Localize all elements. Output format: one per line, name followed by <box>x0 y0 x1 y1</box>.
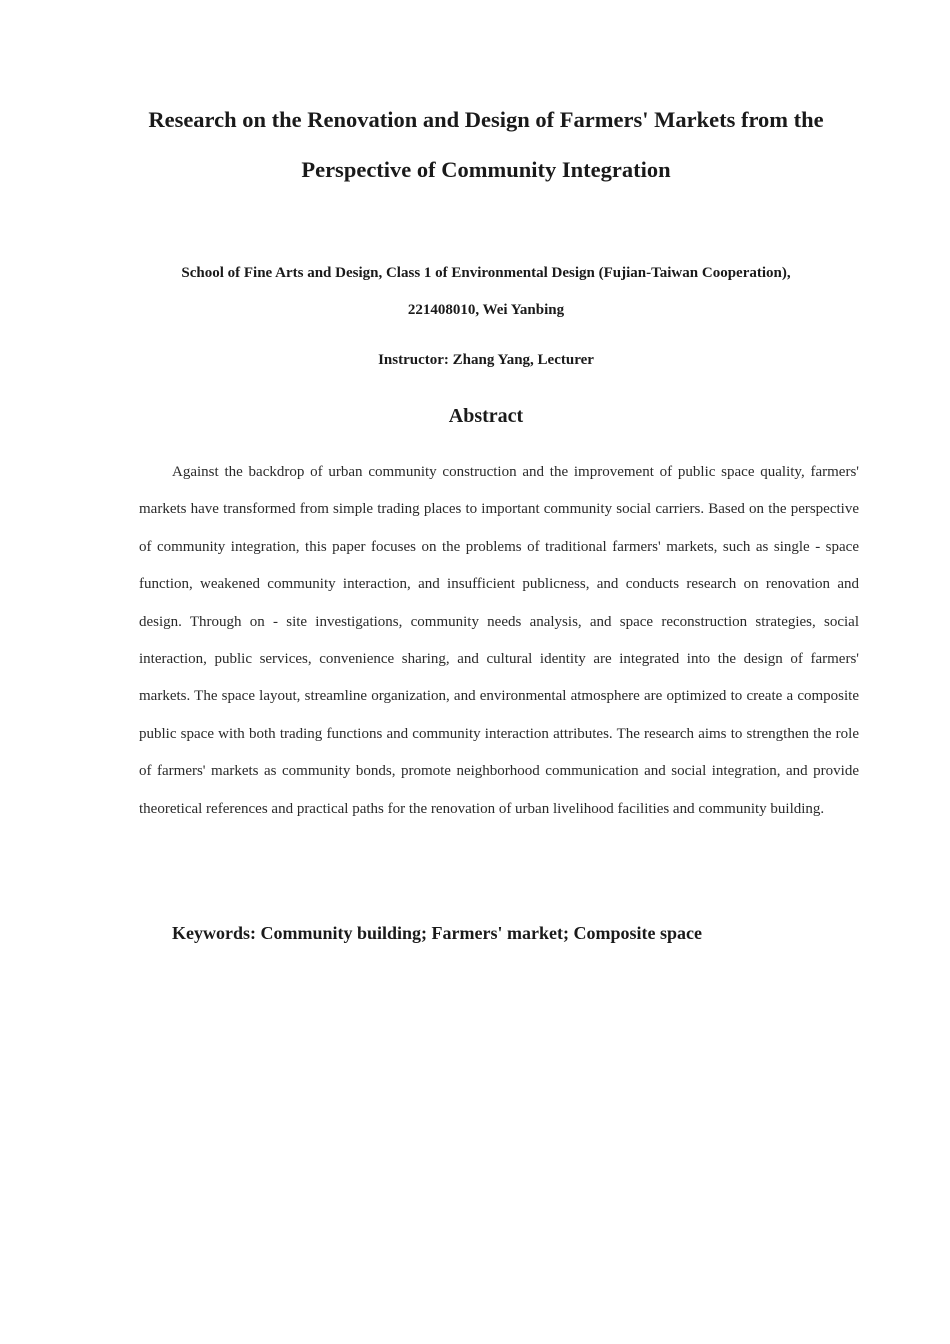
instructor-line: Instructor: Zhang Yang, Lecturer <box>378 352 594 368</box>
affiliation-line-2: 221408010, Wei Yanbing <box>407 302 565 318</box>
abstract-body: Against the backdrop of urban community construction and the improvement of public space quality, farmers' markets have transformed from simple trading places to important community social carriers. Based on the perspective of community integration, this paper focuses on the problems of traditional farmers' markets, such as single - space function, weakened community interaction, and insufficient publicness, and conducts research on renovation and design. Through on - site investigations, community needs analysis, and space reconstruction strategies, social interaction, public services, convenience sharing, and cultural identity are integrated into the design of farmers' markets. The space layout, streamline organization, and environmental atmosphere are optimized to create a composite public space with both trading functions and community interaction attributes. The research aims to strengthen the role of farmers' markets as community bonds, promote neighborhood communication and social integration, and provide theoretical references and practical paths for the renovation of urban livelihood facilities and community building. <box>139 464 859 817</box>
paper-title-line-1: Research on the Renovation and Design of Farmers' Markets from the <box>148 107 824 132</box>
paper-title-line-2: Perspective of Community Integration <box>301 157 671 182</box>
keywords-label: Keywords: <box>172 923 256 943</box>
abstract-heading: Abstract <box>448 405 524 427</box>
author-affiliation <box>100 255 872 329</box>
paper-title <box>100 95 872 195</box>
affiliation-line-1: School of Fine Arts and Design, Class 1 of Environmental Design (Fujian-Taiwan Cooperation), <box>181 265 791 281</box>
keywords-line <box>172 915 872 951</box>
keywords-text: Community building; Farmers' market; Composite space <box>260 923 702 943</box>
